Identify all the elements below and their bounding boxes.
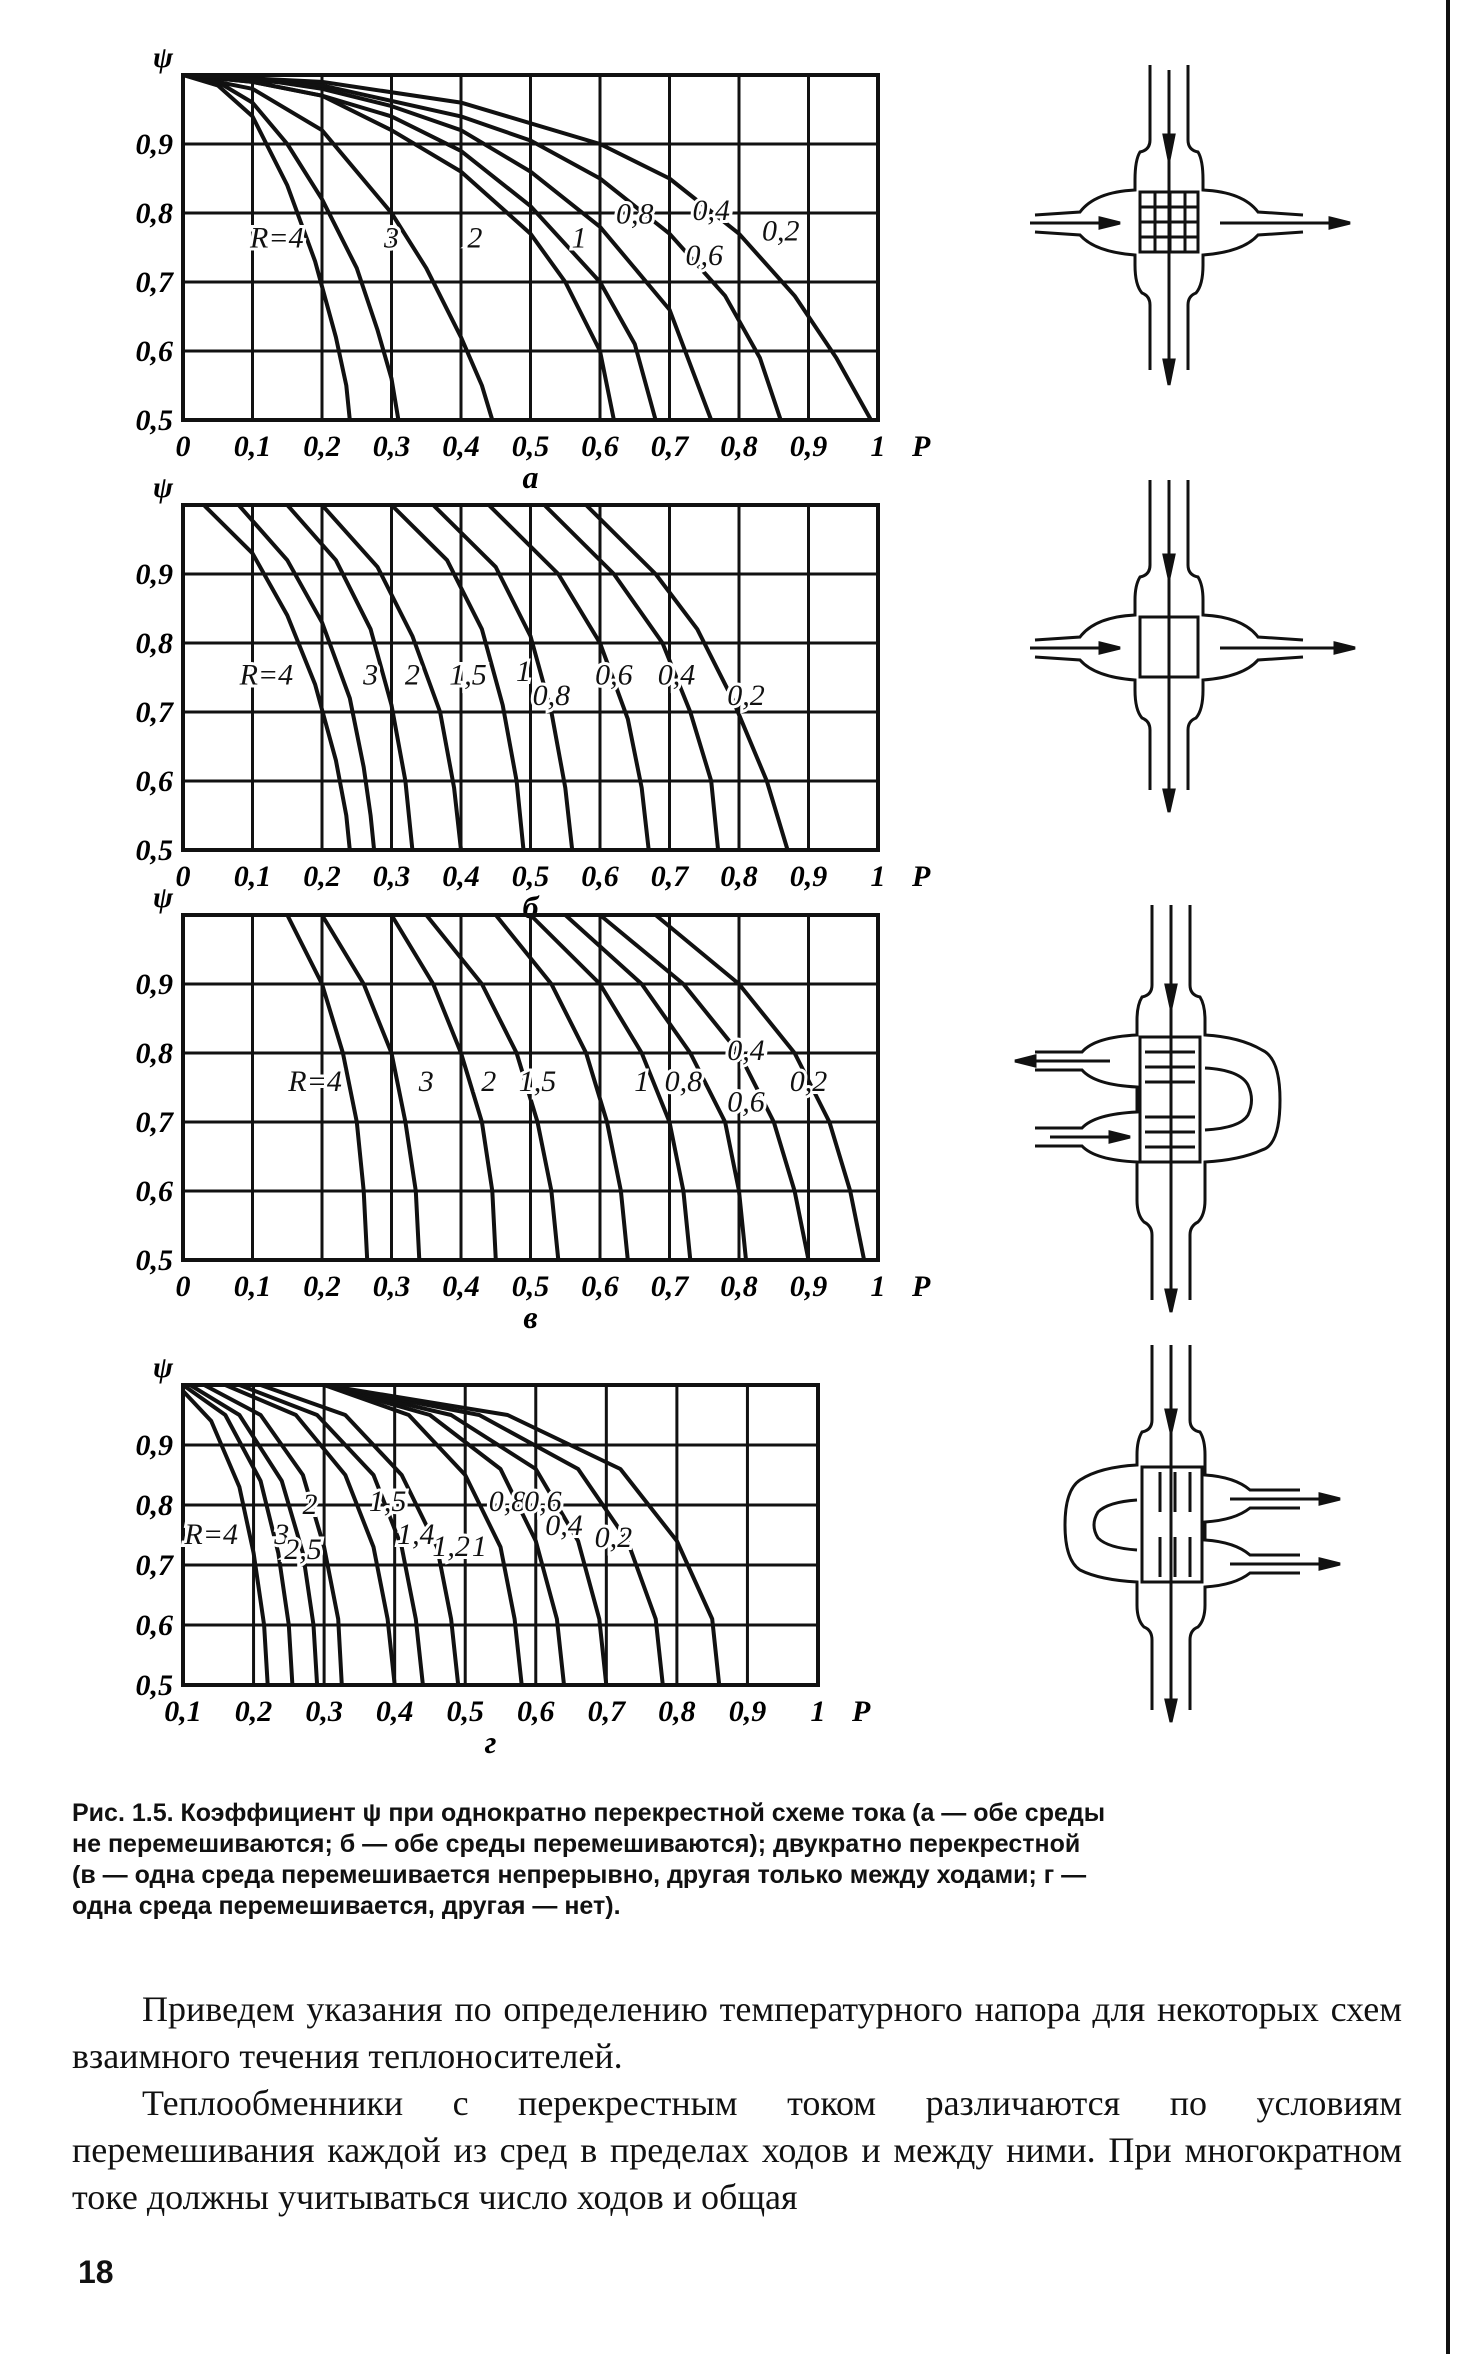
x-tick-label: 0,6 — [581, 430, 619, 463]
caption-line: не перемешиваются; б — обе среды перемешиваются); двукратно перекрестной — [72, 1830, 1081, 1858]
y-tick-label: 0,7 — [135, 266, 173, 299]
x-tick-label: 0,7 — [650, 860, 689, 893]
y-tick-label: 0,9 — [135, 1429, 173, 1462]
curve-label: 0,6 — [595, 658, 633, 692]
x-tick-label: 1 — [870, 430, 886, 463]
curve-label: 0,8 — [532, 679, 571, 713]
x-axis-label: P — [912, 860, 931, 893]
curve-label: 0,8 — [616, 197, 654, 231]
x-tick-label: 0,4 — [442, 430, 480, 463]
page-number: 18 — [78, 2254, 114, 2290]
curve-label: 1,5 — [368, 1485, 407, 1518]
caption-line: (в — одна среда перемешивается непрерывно, другая только между ходами; г — — [72, 1861, 1087, 1889]
x-tick-label: 0,4 — [375, 1695, 414, 1728]
scheme-b-diagram — [1030, 480, 1355, 812]
curve-label: 0,2 — [594, 1521, 633, 1554]
x-tick-label: 0,9 — [728, 1695, 767, 1728]
curve-label: 1 — [571, 221, 587, 255]
curve-label: 1,5 — [518, 1064, 557, 1098]
y-tick-label: 0,6 — [135, 765, 173, 798]
y-tick-label: 0,5 — [135, 834, 173, 867]
x-tick-label: 0,8 — [720, 430, 758, 463]
curve-label: 0,2 — [789, 1064, 828, 1098]
y-tick-label: 0,6 — [135, 1609, 173, 1642]
x-tick-label: 0 — [175, 430, 191, 463]
curve-label: 0,4 — [727, 1033, 765, 1067]
y-tick-label: 0,5 — [135, 1669, 173, 1702]
curve-label: R=4 — [239, 658, 294, 692]
x-tick-label: 0,8 — [720, 860, 758, 893]
x-axis-label: P — [912, 430, 931, 463]
curve-label: 0,8 — [488, 1485, 527, 1518]
caption-line: одна среда перемешивается, другая — нет). — [72, 1892, 621, 1920]
x-tick-label: 0,3 — [372, 1270, 411, 1303]
x-tick-label: 0,4 — [442, 860, 480, 893]
y-axis-label: ψ — [152, 1351, 173, 1384]
x-tick-label: 0,3 — [372, 860, 411, 893]
x-tick-label: 0,6 — [581, 1270, 619, 1303]
panel-label: г — [484, 1724, 497, 1760]
panel-label: а — [522, 459, 539, 495]
y-axis-label: ψ — [152, 881, 173, 914]
x-tick-label: 0,8 — [720, 1270, 758, 1303]
curve-label: 2 — [404, 658, 420, 692]
curve-label: 0,4 — [692, 193, 730, 227]
curve-label: 0,2 — [761, 214, 800, 248]
x-tick-label: 0,7 — [650, 1270, 689, 1303]
curve-label: 3 — [363, 658, 379, 692]
panel-label: б — [522, 889, 539, 925]
scheme-a-diagram — [1030, 65, 1350, 385]
x-tick-label: 0 — [175, 860, 191, 893]
scheme-c-diagram — [1015, 905, 1280, 1312]
x-tick-label: 0,1 — [233, 1270, 272, 1303]
y-axis-label: ψ — [152, 471, 173, 504]
x-axis-label: P — [912, 1270, 931, 1303]
x-tick-label: 1 — [810, 1695, 826, 1728]
x-tick-label: 0,4 — [442, 1270, 480, 1303]
curve-label: 1 — [634, 1064, 650, 1098]
x-tick-label: 0,9 — [789, 1270, 828, 1303]
curve-label: 1 — [471, 1530, 487, 1563]
curve-label: R=4 — [250, 221, 304, 255]
y-tick-label: 0,7 — [135, 1106, 173, 1139]
x-tick-label: 0,2 — [303, 860, 341, 893]
paragraph: Приведем указания по определению температурного напора для некоторых схем взаимного течения теплоносителей. — [72, 1989, 1402, 2076]
x-tick-label: 0,6 — [581, 860, 619, 893]
curve-label: 0,6 — [524, 1485, 562, 1518]
x-tick-label: 0,9 — [789, 430, 828, 463]
curve-label: 0,4 — [545, 1509, 583, 1542]
page-edge-rule — [1446, 0, 1450, 2354]
y-tick-label: 0,9 — [135, 128, 173, 161]
curve-label: 1,5 — [449, 658, 487, 692]
curve-label: 1,4 — [397, 1518, 435, 1551]
y-tick-label: 0,8 — [135, 197, 173, 230]
curve-label: 0,8 — [664, 1064, 703, 1098]
x-tick-label: 0,7 — [587, 1695, 626, 1728]
y-tick-label: 0,5 — [135, 1244, 173, 1277]
curve-label: 1,2 — [432, 1530, 470, 1563]
y-tick-label: 0,7 — [135, 696, 173, 729]
x-tick-label: 0,7 — [650, 430, 689, 463]
x-tick-label: 1 — [870, 860, 886, 893]
x-tick-label: 0,8 — [658, 1695, 696, 1728]
body-text — [72, 1986, 1402, 2221]
y-tick-label: 0,5 — [135, 404, 173, 437]
caption-line: Рис. 1.5. Коэффициент ψ при однократно перекрестной схеме тока (а — обе среды — [72, 1799, 1106, 1827]
curve-label: 0,4 — [657, 658, 696, 692]
y-tick-label: 0,8 — [135, 627, 173, 660]
x-tick-label: 0,2 — [234, 1695, 273, 1728]
scheme-d-diagram — [1065, 1345, 1340, 1722]
x-axis-label: P — [852, 1695, 871, 1728]
curve-label: 3 — [418, 1064, 434, 1098]
x-tick-label: 0,6 — [517, 1695, 555, 1728]
curve-label: 1 — [516, 654, 532, 688]
y-tick-label: 0,9 — [135, 968, 173, 1001]
curve-label: 0,6 — [727, 1085, 765, 1119]
x-tick-label: 0,9 — [789, 860, 828, 893]
curve-label: 3 — [384, 221, 399, 255]
x-tick-label: 0,2 — [303, 1270, 341, 1303]
figure-caption — [72, 1798, 1400, 1922]
x-tick-label: 0,3 — [305, 1695, 343, 1728]
curve-label: 3 — [274, 1518, 290, 1551]
x-tick-label: 0,1 — [164, 1695, 202, 1728]
curve-label: R=4 — [184, 1518, 239, 1551]
curve-label: 2,5 — [284, 1533, 322, 1566]
curve-label: 2 — [467, 221, 483, 255]
curve-label: 2 — [302, 1488, 318, 1521]
y-tick-label: 0,6 — [135, 1175, 173, 1208]
y-axis-label: ψ — [152, 41, 173, 74]
x-tick-label: 0,5 — [511, 860, 550, 893]
x-tick-label: 0,5 — [446, 1695, 484, 1728]
x-tick-label: 0,3 — [372, 430, 411, 463]
x-tick-label: 0,2 — [303, 430, 341, 463]
curve-label: 2 — [481, 1064, 497, 1098]
panel-label: в — [523, 1299, 538, 1335]
paragraph: Теплообменники с перекрестным током различаются по условиям перемешивания каждой из сред в пределах ходов и между ними. При многократном токе должны учитываться число ходов и общая — [72, 2083, 1402, 2217]
x-tick-label: 0,1 — [233, 860, 272, 893]
x-tick-label: 0,1 — [233, 430, 272, 463]
x-tick-label: 0 — [175, 1270, 191, 1303]
x-tick-label: 0,5 — [511, 430, 550, 463]
curve-label: 0,6 — [685, 238, 723, 272]
x-tick-label: 0,5 — [511, 1270, 550, 1303]
curve-label: R=4 — [288, 1064, 342, 1098]
y-tick-label: 0,8 — [135, 1037, 173, 1070]
y-tick-label: 0,8 — [135, 1489, 173, 1522]
curve-label: 0,2 — [727, 679, 765, 713]
y-tick-label: 0,6 — [135, 335, 173, 368]
y-tick-label: 0,9 — [135, 558, 173, 591]
x-tick-label: 1 — [870, 1270, 886, 1303]
y-tick-label: 0,7 — [135, 1549, 173, 1582]
